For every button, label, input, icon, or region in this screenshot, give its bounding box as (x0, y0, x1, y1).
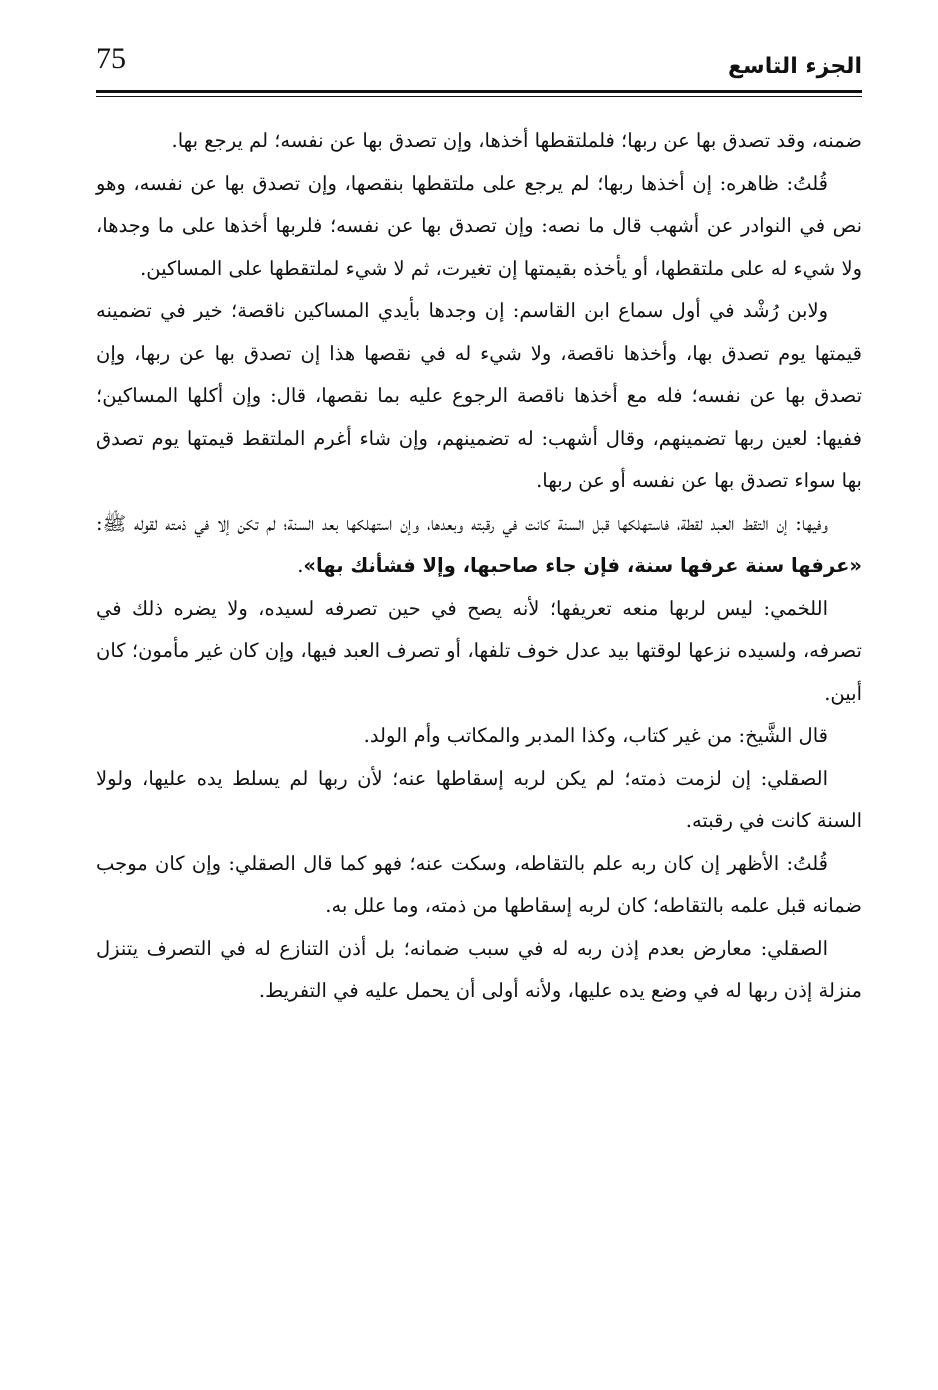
part-title: الجزء التاسع (728, 54, 862, 79)
paragraph-7: الصقلي: إن لزمت ذمته؛ لم يكن لربه إسقاطها عنه؛ لأن ربها لم يسلط يده عليها، ولولا السنة كانت في رقبته. (96, 766, 862, 832)
hadith-quote: «عرفها سنة عرفها سنة، فإن جاء صاحبها، وإلا فشأنك بها» (303, 554, 862, 577)
paragraph-4-text: وفيها: إن التقط العبد لقطة، فاستهلكها قبل السنة كانت في رقبته وبعدها، وإن استهلكها بعد السنة؛ لم تكن إلا في ذمته لقوله ﷺ: (96, 511, 828, 535)
paragraph-5: اللخمي: ليس لربها منعه تعريفها؛ لأنه يصح في حين تصرفه لسيده، ولا يضره ذلك في تصرفه، ولسيده نزعها لوقتها بيد عدل خوف تلفها، أو تصرف العبد فيها، وإن كان غير مأمون؛ كان أبين. (96, 596, 862, 705)
header-rule-thin (96, 96, 862, 97)
paragraph-9: الصقلي: معارض بعدم إذن ربه له في سبب ضمانه؛ بل أذن التنازع له في التصرف يتنزل منزلة إذن ربها له في وضع يده عليها، ولأنه أولى أن يحمل عليه في التفريط. (96, 936, 862, 1002)
page-body (96, 120, 862, 1013)
page-header (96, 38, 862, 94)
paragraph-2: قُلتُ: ظاهره: إن أخذها ربها؛ لم يرجع على ملتقطها بنقصها، وإن تصدق بها عن نفسه، وهو نص في النوادر عن أشهب قال ما نصه: وإن تصدق بها عن نفسه؛ فلربها أخذها على ما وجدها، ولا شيء له على ملتقطها، أو يأخذه بقيمتها إن تغيرت، ثم لا شيء لملتقطها على المساكين. (96, 171, 862, 280)
page-number: 75 (96, 42, 126, 75)
paragraph-1: ضمنه، وقد تصدق بها عن ربها؛ فلملتقطها أخذها، وإن تصدق بها عن نفسه؛ لم يرجع بها. (171, 129, 862, 152)
paragraph-8: قُلتُ: الأظهر إن كان ربه علم بالتقاطه، وسكت عنه؛ فهو كما قال الصقلي: وإن كان موجب ضمانه قبل علمه بالتقاطه؛ كان لربه إسقاطها من ذمته، وما علل به. (96, 851, 862, 917)
header-rule-thick (96, 90, 862, 93)
paragraph-4 (96, 503, 862, 588)
paragraph-4-tail: . (297, 554, 304, 577)
paragraph-3: ولابن رُشْد في أول سماع ابن القاسم: إن وجدها بأيدي المساكين ناقصة؛ خير في تضمينه قيمتها يوم تصدق بها، وأخذها ناقصة، ولا شيء له في نقصها هذا إن تصدق بها عن ربها، وإن تصدق بها عن نفسه؛ فله مع أخذها ناقصة الرجوع عليه بما نقصها، قال: وإن أكلها المساكين؛ ففيها: لعين ربها تضمينهم، وقال أشهب: له تضمينهم، وإن شاء أغرم الملتقط قيمتها يوم تصدق بها سواء تصدق بها عن نفسه أو عن ربها. (96, 299, 862, 492)
paragraph-6: قال الشَّيخ: من غير كتاب، وكذا المدبر والمكاتب وأم الولد. (363, 724, 828, 747)
